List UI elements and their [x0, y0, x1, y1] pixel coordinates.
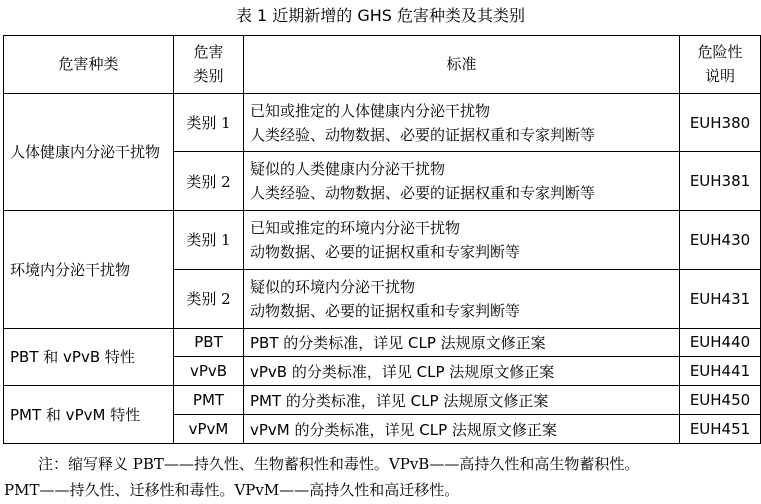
header-statement-line1: 危险性	[697, 43, 743, 62]
table-row	[4, 93, 761, 152]
category-cell: vPvM	[174, 415, 244, 444]
statement-code: EUH381	[680, 152, 761, 211]
basis-text: 人类经验、动物数据、必要的证据权重和专家判断等	[250, 125, 596, 144]
statement-code: EUH441	[680, 357, 761, 386]
standard-cell: PBT 的分类标准，详见 CLP 法规原文修正案	[244, 328, 680, 357]
header-category-line1: 危害	[193, 43, 224, 62]
table-title: 表 1 近期新增的 GHS 危害种类及其类别	[235, 6, 526, 25]
basis-text: 人类经验、动物数据、必要的证据权重和专家判断等	[250, 184, 596, 203]
hazard-cell-pmt: PMT 和 vPvM 特性	[4, 386, 174, 444]
basis-text: 动物数据、必要的证据权重和专家判断等	[250, 301, 521, 320]
table-row	[4, 211, 761, 270]
header-hazard: 危害种类	[4, 36, 174, 94]
hazard-cell-ed-env: 环境内分泌干扰物	[4, 211, 174, 328]
statement-code: EUH431	[680, 269, 761, 328]
header-statement-line2: 说明	[704, 67, 735, 86]
criterion-text: 已知或推定的环境内分泌干扰物	[250, 218, 461, 237]
header-row	[4, 36, 761, 94]
criterion-text: 疑似的环境内分泌干扰物	[250, 277, 416, 296]
category-cell: PMT	[174, 386, 244, 415]
table-note	[0, 451, 761, 503]
table-row	[4, 328, 761, 357]
header-category-line2: 类别	[193, 67, 224, 86]
note-line-2: PMT——持久性、迁移性和毒性。VPvM——高持久性和高迁移性。	[4, 481, 460, 499]
statement-code: EUH440	[680, 328, 761, 357]
criterion-text: 疑似的人类健康内分泌干扰物	[250, 160, 446, 179]
note-line-1: 注：缩写释义 PBT——持久性、生物蓄积性和毒性。VPvB——高持久性和高生物蓄积性。	[38, 455, 640, 473]
standard-cell: PMT 的分类标准，详见 CLP 法规原文修正案	[244, 386, 680, 415]
criterion-text: 已知或推定的人体健康内分泌干扰物	[250, 101, 491, 120]
category-cell: PBT	[174, 328, 244, 357]
standard-cell	[244, 211, 680, 270]
hazard-cell-pbt: PBT 和 vPvB 特性	[4, 328, 174, 386]
header-category	[174, 36, 244, 94]
standard-cell	[244, 269, 680, 328]
category-cell: vPvB	[174, 357, 244, 386]
standard-cell: vPvM 的分类标准，详见 CLP 法规原文修正案	[244, 415, 680, 444]
statement-code: EUH430	[680, 211, 761, 270]
standard-cell	[244, 152, 680, 211]
basis-text: 动物数据、必要的证据权重和专家判断等	[250, 242, 521, 261]
hazard-table	[3, 35, 761, 444]
standard-cell	[244, 93, 680, 152]
category-cell: 类别 2	[174, 152, 244, 211]
statement-code: EUH450	[680, 386, 761, 415]
table-row	[4, 386, 761, 415]
header-standard: 标准	[244, 36, 680, 94]
category-cell: 类别 1	[174, 211, 244, 270]
standard-cell: vPvB 的分类标准，详见 CLP 法规原文修正案	[244, 357, 680, 386]
hazard-cell-ed-human: 人体健康内分泌干扰物	[4, 93, 174, 210]
header-statement	[680, 36, 761, 94]
category-cell: 类别 1	[174, 93, 244, 152]
statement-code: EUH451	[680, 415, 761, 444]
category-cell: 类别 2	[174, 269, 244, 328]
statement-code: EUH380	[680, 93, 761, 152]
